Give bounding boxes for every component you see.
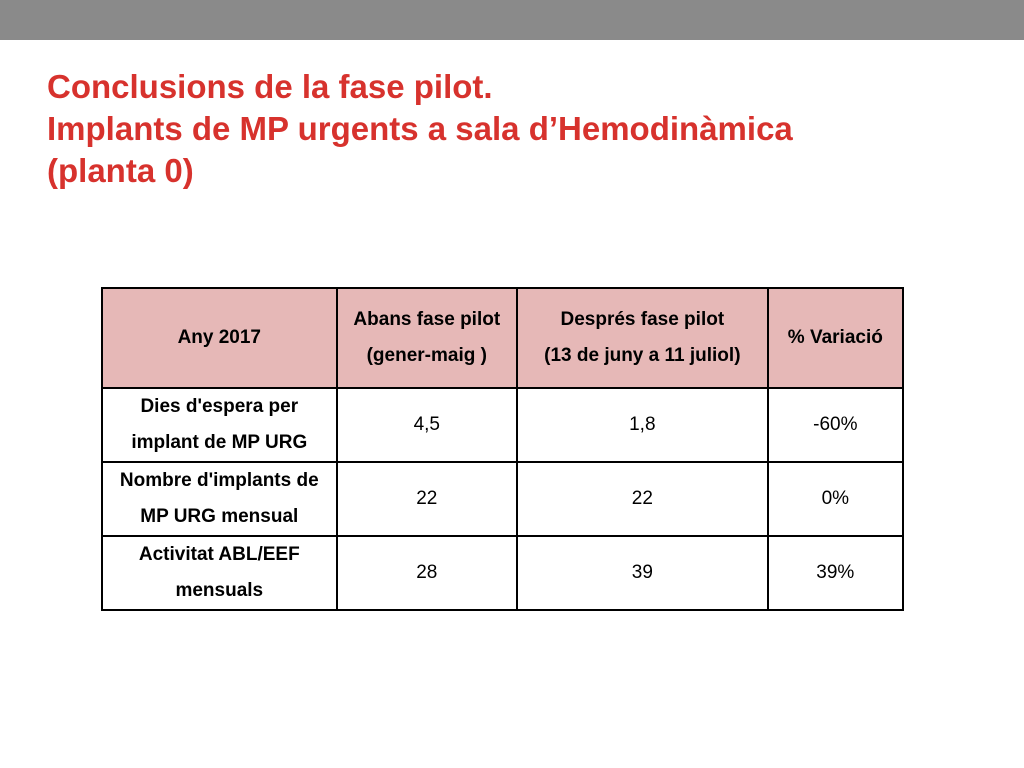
header-despres bbox=[517, 288, 768, 388]
row-label-line: mensuals bbox=[175, 580, 264, 601]
row-label bbox=[102, 536, 337, 610]
header-variacio bbox=[768, 288, 903, 388]
table-row bbox=[102, 388, 903, 462]
header-line: Abans fase pilot bbox=[353, 309, 501, 330]
header-line: Després fase pilot bbox=[560, 309, 725, 330]
row-label-line: Activitat ABL/EEF bbox=[138, 544, 300, 565]
top-bar bbox=[0, 0, 1024, 40]
table-row bbox=[102, 536, 903, 610]
title-line-2: Implants de MP urgents a sala d’Hemodinàmica bbox=[47, 110, 793, 147]
header-line: Any 2017 bbox=[177, 327, 262, 348]
row-label-line: Dies d'espera per bbox=[140, 396, 299, 417]
title-line-3: (planta 0) bbox=[47, 152, 194, 189]
cell-variacio: 0% bbox=[768, 462, 903, 536]
comparison-table bbox=[101, 287, 904, 611]
cell-despres: 22 bbox=[517, 462, 768, 536]
cell-despres: 1,8 bbox=[517, 388, 768, 462]
cell-variacio: -60% bbox=[768, 388, 903, 462]
row-label bbox=[102, 388, 337, 462]
cell-abans: 28 bbox=[337, 536, 517, 610]
slide-title bbox=[47, 66, 1007, 192]
cell-abans: 22 bbox=[337, 462, 517, 536]
title-line-1: Conclusions de la fase pilot. bbox=[47, 68, 493, 105]
cell-variacio: 39% bbox=[768, 536, 903, 610]
header-any bbox=[102, 288, 337, 388]
table-row bbox=[102, 462, 903, 536]
header-line: (13 de juny a 11 juliol) bbox=[544, 345, 741, 366]
table-header-row bbox=[102, 288, 903, 388]
row-label-line: Nombre d'implants de bbox=[119, 470, 319, 491]
cell-despres: 39 bbox=[517, 536, 768, 610]
row-label bbox=[102, 462, 337, 536]
row-label-line: implant de MP URG bbox=[131, 432, 308, 453]
header-abans bbox=[337, 288, 517, 388]
cell-abans: 4,5 bbox=[337, 388, 517, 462]
header-line: % Variació bbox=[787, 327, 883, 348]
header-line: (gener-maig ) bbox=[366, 345, 487, 366]
row-label-line: MP URG mensual bbox=[140, 506, 299, 527]
